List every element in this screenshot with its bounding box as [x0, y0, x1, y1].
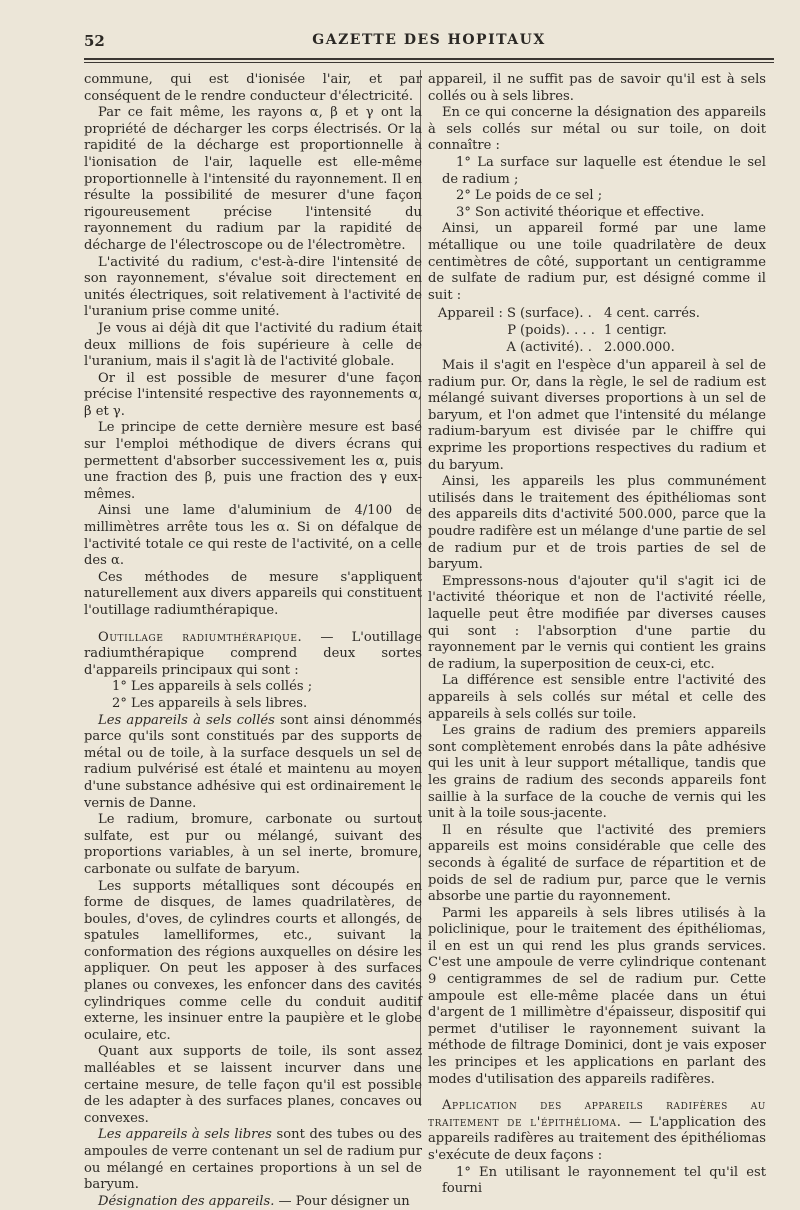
- left-column: [84, 72, 422, 1210]
- list-item: 2° Les appareils à sels libres.: [112, 695, 308, 711]
- paragraph: Je vous ai déjà dit que l'activité du radium était deux millions de fois supérieure à celle de l'uranium, mais il s'agit là de l'activité globale.: [84, 320, 422, 370]
- section-paragraph: [428, 1098, 766, 1164]
- section-paragraph: [84, 630, 422, 680]
- paragraph: Par ce fait même, les rayons α, β et γ ont la propriété de décharger les corps électrisés. Or la rapidité de la décharge est proportionnelle à l'ionisation de l'air, laquelle est elle-même proportionnelle à l'intensité du rayonnement. Il en résulte la possibilité de mesurer d'une façon rigoureusement précise l'intensité du rayonnement du radium par la rapidité de décharge de l'électroscope ou de l'électromètre.: [84, 105, 422, 253]
- paragraph: En ce qui concerne la désignation des appareils à sels collés sur métal ou sur toile, on doit connaître :: [428, 105, 766, 154]
- header-rule-thin: [84, 62, 774, 63]
- paragraph: Les supports métalliques sont découpés en forme de disques, de lames quadrilatères, de boules, d'oves, de cylindres courts et allongés, de spatules lamelliformes, etc., suivant la conformation des régions auxquelles on désire les appliquer. On peut les apposer à des surfaces planes ou convexes, les enfoncer dans des cavités cylindriques comme celle du conduit auditif externe, les insinuer entre la paupière et le globe oculaire, etc.: [84, 878, 422, 1043]
- table-row: [428, 323, 766, 340]
- list-item: 1° Les appareils à sels collés ;: [112, 679, 313, 695]
- table-cell: 4 cent. carrés.: [604, 306, 700, 322]
- table-cell: P: [507, 322, 516, 338]
- list-item: 1° En utilisant le rayonnement tel qu'il est fourni: [442, 1164, 766, 1197]
- table-cell: 2.000.000.: [604, 339, 675, 355]
- header-rule-thick: [84, 58, 774, 60]
- paragraph: Il en résulte que l'activité des premiers appareils est moins considérable que celle des seconds à égalité de surface de répartition et de poids de sel de radium pur, parce que le vernis absorbe une partie du rayonnement.: [428, 822, 766, 905]
- paragraph: Les grains de radium des premiers appareils sont complètement enrobés dans la pâte adhésive qui les unit à leur support métallique, tandis que les grains de radium des seconds appareils font saillie à la surface de la couche de vernis qui les unit à la toile sous-jacente.: [428, 723, 766, 822]
- paragraph: Or il est possible de mesurer d'une façon précise l'intensité respective des rayonnements α, β et γ.: [84, 370, 422, 419]
- paragraph: [84, 713, 422, 813]
- paragraph: Ainsi, un appareil formé par une lame métallique ou une toile quadrilatère de deux centimètres de côté, supportant un centigramme de sulfate de radium pur, est désigné comme il suit :: [428, 221, 766, 303]
- section-heading: Application des appareils radifères au traitement de l'épithélioma.: [428, 1098, 766, 1130]
- paragraph: Quant aux supports de toile, ils sont assez malléables et se laissent incurver dans une certaine mesure, de telle façon qu'il est possible de les adapter à des surfaces planes, concaves ou convexes.: [84, 1044, 422, 1126]
- list-item: 2° Le poids de ce sel ;: [456, 188, 603, 204]
- page-number: 52: [84, 32, 105, 50]
- paragraph: Mais il s'agit en l'espèce d'un appareil à sel de radium pur. Or, dans la règle, le sel de radium est mélangé suivant diverses proportions à un sel de baryum, et l'on admet que l'intensité du mélange radium-baryum est divisée par le chiffre qui exprime les proportions respectives du radium et du baryum.: [428, 358, 766, 473]
- paragraph: [84, 1127, 422, 1193]
- paragraph: Parmi les appareils à sels libres utilisés à la policlinique, pour le traitement des épithéliomas, il en est un qui rend les plus grands services. C'est une ampoule de verre cylindrique contenant 9 centigrammes de sel de radium pur. Cette ampoule est elle-même placée dans un étui d'argent de 1 millimètre d'épaisseur, dispositif qui permet d'utiliser le rayonnement suivant la méthode de filtrage Dominici, dont je vais exposer les principes et les applications en parlant des modes d'utilisation des appareils radifères.: [428, 905, 766, 1087]
- table-row: [428, 306, 766, 323]
- emphasis: Les appareils à sels collés: [98, 712, 275, 728]
- paragraph-text: — L'application des appareils radifères au traitement des épithéliomas s'exécute de deux façons :: [428, 1114, 767, 1163]
- paragraph: Ainsi, les appareils les plus communément utilisés dans le traitement des épithéliomas sont des appareils dits d'activité 500.000, parce que la poudre radifère est un mélange d'une partie de sel de radium pur et de trois parties de sel de baryum.: [428, 474, 766, 573]
- paragraph: L'activité du radium, c'est-à-dire l'intensité de son rayonnement, s'évalue soit directement en unités électriques, soit relativement à l'activité de l'uranium prise comme unité.: [84, 254, 422, 320]
- page-header: [84, 28, 774, 52]
- table-cell: 1 centigr.: [604, 322, 667, 338]
- paragraph: Empressons-nous d'ajouter qu'il s'agit ici de l'activité théorique et non de l'activité réelle, laquelle peut être modifiée par diverses causes qui sont : l'absorption d'une partie du rayonnement par le vernis qui contient les grains de radium, la superposition de ceux-ci, etc.: [428, 573, 766, 672]
- list-item: 3° Son activité théorique et effective.: [456, 204, 705, 220]
- paragraph-text: — Pour désigner un: [274, 1193, 410, 1209]
- paragraph: Ainsi une lame d'aluminium de 4/100 de millimètres arrête tous les α. Si on défalque de l'activité totale ce qui reste de l'activité, on a celle des α.: [84, 503, 422, 569]
- paragraph: Le principe de cette dernière mesure est basé sur l'emploi méthodique de divers écrans qui permettent d'absorber successivement les α, puis une fraction des β, puis une fraction des γ eux-mêmes.: [84, 420, 422, 502]
- right-column: [428, 72, 766, 1198]
- paragraph: commune, qui est d'ionisée l'air, et par conséquent de le rendre conducteur d'électricité.: [84, 72, 422, 104]
- paragraph-text: — L'outillage radiumthérapique comprend deux sortes d'appareils principaux qui sont :: [84, 629, 422, 678]
- paragraph: [84, 1194, 422, 1210]
- table-cell: (activité). .: [520, 339, 592, 355]
- emphasis: Les appareils à sels libres: [98, 1127, 272, 1143]
- list-item: 1° La surface sur laquelle est étendue le sel de radium ;: [442, 154, 766, 187]
- table-cell: A: [506, 339, 516, 355]
- designation-table: [428, 306, 766, 356]
- paragraph: appareil, il ne suffit pas de savoir qu'il est à sels collés ou à sels libres.: [428, 72, 766, 104]
- paragraph-text: sont des tubes ou des ampoules de verre contenant un sel de radium pur ou mélangé en certaines proportions à un sel de baryum.: [84, 1127, 422, 1193]
- paragraph-text: sont ainsi dénommés parce qu'ils sont constitués par des supports de métal ou de toile, à la surface desquels un sel de radium pulvérisé est étalé et maintenu au moyen d'une substance adhésive qui est ordinairement le vernis de Danne.: [84, 712, 422, 811]
- table-row: [428, 340, 766, 357]
- table-cell: (surface). .: [520, 306, 592, 322]
- paragraph: Le radium, bromure, carbonate ou surtout sulfate, est pur ou mélangé, suivant des proportions variables, à un sel inerte, bromure, carbonate ou sulfate de baryum.: [84, 812, 422, 877]
- table-cell: (poids). . . .: [520, 322, 595, 338]
- section-heading: Outillage radiumthérapique.: [98, 629, 303, 645]
- table-cell: Appareil : S: [437, 306, 516, 322]
- paragraph: La différence est sensible entre l'activité des appareils à sels collés sur métal et celle des appareils à sels collés sur toile.: [428, 673, 766, 722]
- journal-title: GAZETTE DES HOPITAUX: [312, 32, 546, 48]
- paragraph: Ces méthodes de mesure s'appliquent naturellement aux divers appareils qui constituent l'outillage radiumthérapique.: [84, 569, 422, 618]
- emphasis: Désignation des appareils.: [98, 1193, 275, 1209]
